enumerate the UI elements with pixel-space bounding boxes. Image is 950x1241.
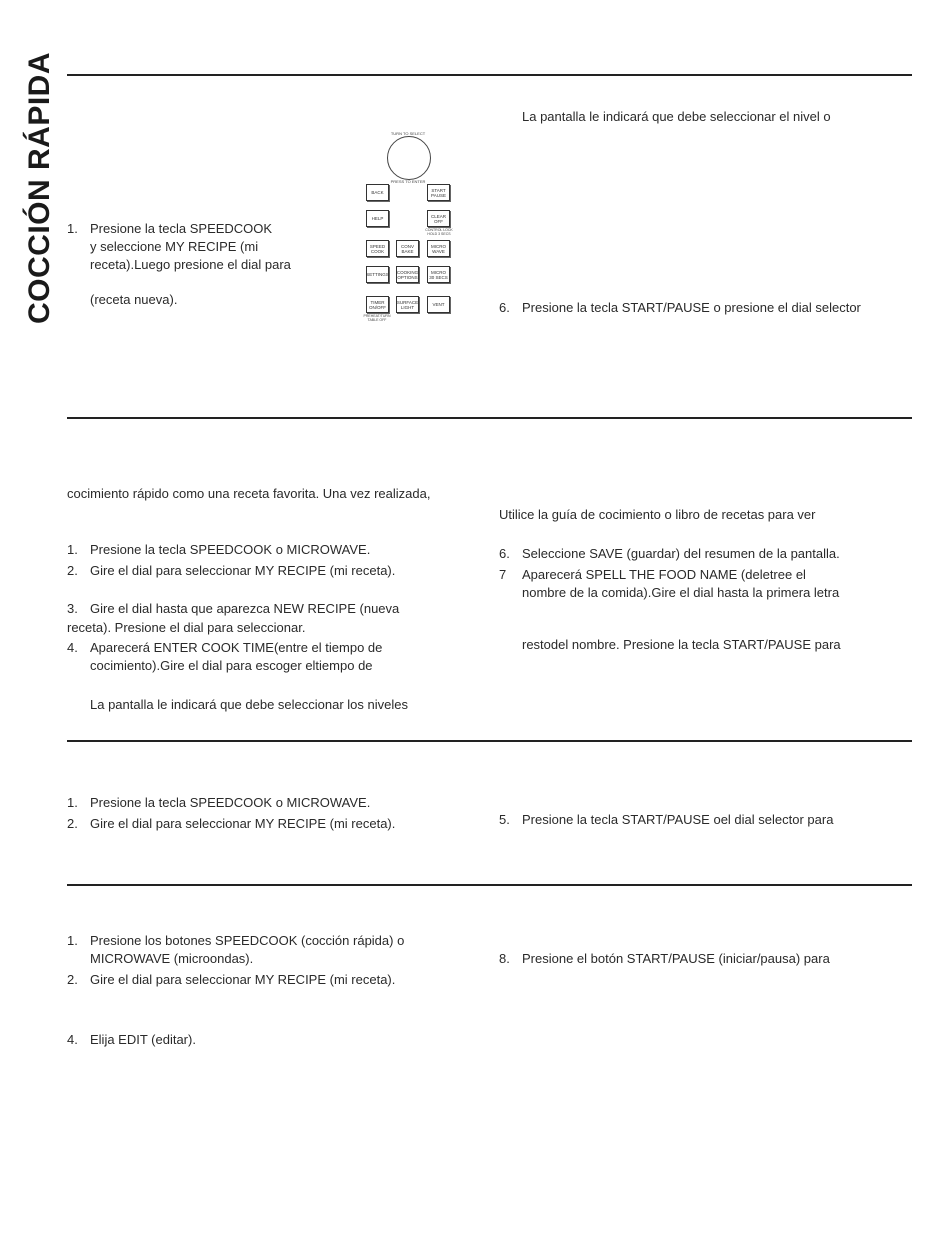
timer-key: TIMER ON/OFF (366, 296, 389, 313)
step-line: y seleccione MY RECIPE (mi (90, 239, 259, 254)
step-line: 7 Aparecerá SPELL THE FOOD NAME (deletree el (499, 567, 806, 582)
step-line: 2. Gire el dial para seleccionar MY RECIPE (mi receta). (67, 563, 396, 578)
step-line: 1. Presione la tecla SPEEDCOOK (67, 221, 273, 236)
clear-off-key: CLEAR OFF (427, 210, 450, 227)
control-panel-illustration (361, 130, 457, 330)
step-line: 1. Presione los botones SPEEDCOOK (cocción rápida) o (67, 933, 405, 948)
micro-30-key: MICRO 30 SECS (427, 266, 450, 283)
timer-caption: PREHEAT/TURN TABLE OFF (363, 314, 391, 322)
step-line: 1. Presione la tecla SPEEDCOOK o MICROWAVE. (67, 795, 371, 810)
step-line: 1. Presione la tecla SPEEDCOOK o MICROWAVE. (67, 542, 371, 557)
step-line: cocimiento).Gire el dial para escoger eltiempo de (90, 658, 373, 673)
settings-key: SETTINGS (366, 266, 389, 283)
step-line: receta). Presione el dial para seleccionar. (67, 620, 306, 635)
clear-off-caption: CONTROL LOCK HOLD 3 SECS (425, 228, 453, 236)
step-line: 4. Elija EDIT (editar). (67, 1032, 196, 1047)
conv-bake-key: CONV BAKE (396, 240, 419, 257)
step-line: 3. Gire el dial hasta que aparezca NEW RECIPE (nueva (67, 601, 400, 616)
side-title: COCCIÓN RÁPIDA (23, 51, 56, 324)
step-line: 6. Presione la tecla START/PAUSE o presione el dial selector (499, 300, 861, 315)
back-key: BACK (366, 184, 389, 201)
step-line: 6. Seleccione SAVE (guardar) del resumen de la pantalla. (499, 546, 840, 561)
step-line: La pantalla le indicará que debe seleccionar el nivel o (522, 109, 831, 124)
step-line: 4. Aparecerá ENTER COOK TIME(entre el tiempo de (67, 640, 383, 655)
step-line: 2. Gire el dial para seleccionar MY RECIPE (mi receta). (67, 972, 396, 987)
section-divider (67, 884, 912, 886)
selector-dial (387, 136, 431, 180)
vent-key: VENT (427, 296, 450, 313)
step-line: 8. Presione el botón START/PAUSE (iniciar/pausa) para (499, 951, 830, 966)
step-line: 2. Gire el dial para seleccionar MY RECIPE (mi receta). (67, 816, 396, 831)
step-line: 5. Presione la tecla START/PAUSE oel dial selector para (499, 812, 834, 827)
step-line: receta).Luego presione el dial para (90, 257, 291, 272)
help-key: HELP (366, 210, 389, 227)
section-divider (67, 740, 912, 742)
step-line: (receta nueva). (90, 292, 178, 307)
step-line: cocimiento rápido como una receta favorita. Una vez realizada, (67, 486, 431, 501)
dial-top-label: TURN TO SELECT (390, 131, 426, 136)
step-line: restodel nombre. Presione la tecla START/PAUSE para (522, 637, 841, 652)
cooking-options-key: COOKING OPTIONS (396, 266, 419, 283)
section-divider (67, 417, 912, 419)
step-line: Utilice la guía de cocimiento o libro de recetas para ver (499, 507, 816, 522)
start-pause-key: START PAUSE (427, 184, 450, 201)
surface-light-key: SURFACE LIGHT (396, 296, 419, 313)
step-line: MICROWAVE (microondas). (90, 951, 254, 966)
section-divider (67, 74, 912, 76)
step-line: La pantalla le indicará que debe seleccionar los niveles (90, 697, 408, 712)
step-line: nombre de la comida).Gire el dial hasta la primera letra (522, 585, 840, 600)
microwave-key: MICRO WAVE (427, 240, 450, 257)
dial-bottom-label: PRESS TO ENTER (390, 179, 426, 184)
speedcook-key: SPEED COOK (366, 240, 389, 257)
